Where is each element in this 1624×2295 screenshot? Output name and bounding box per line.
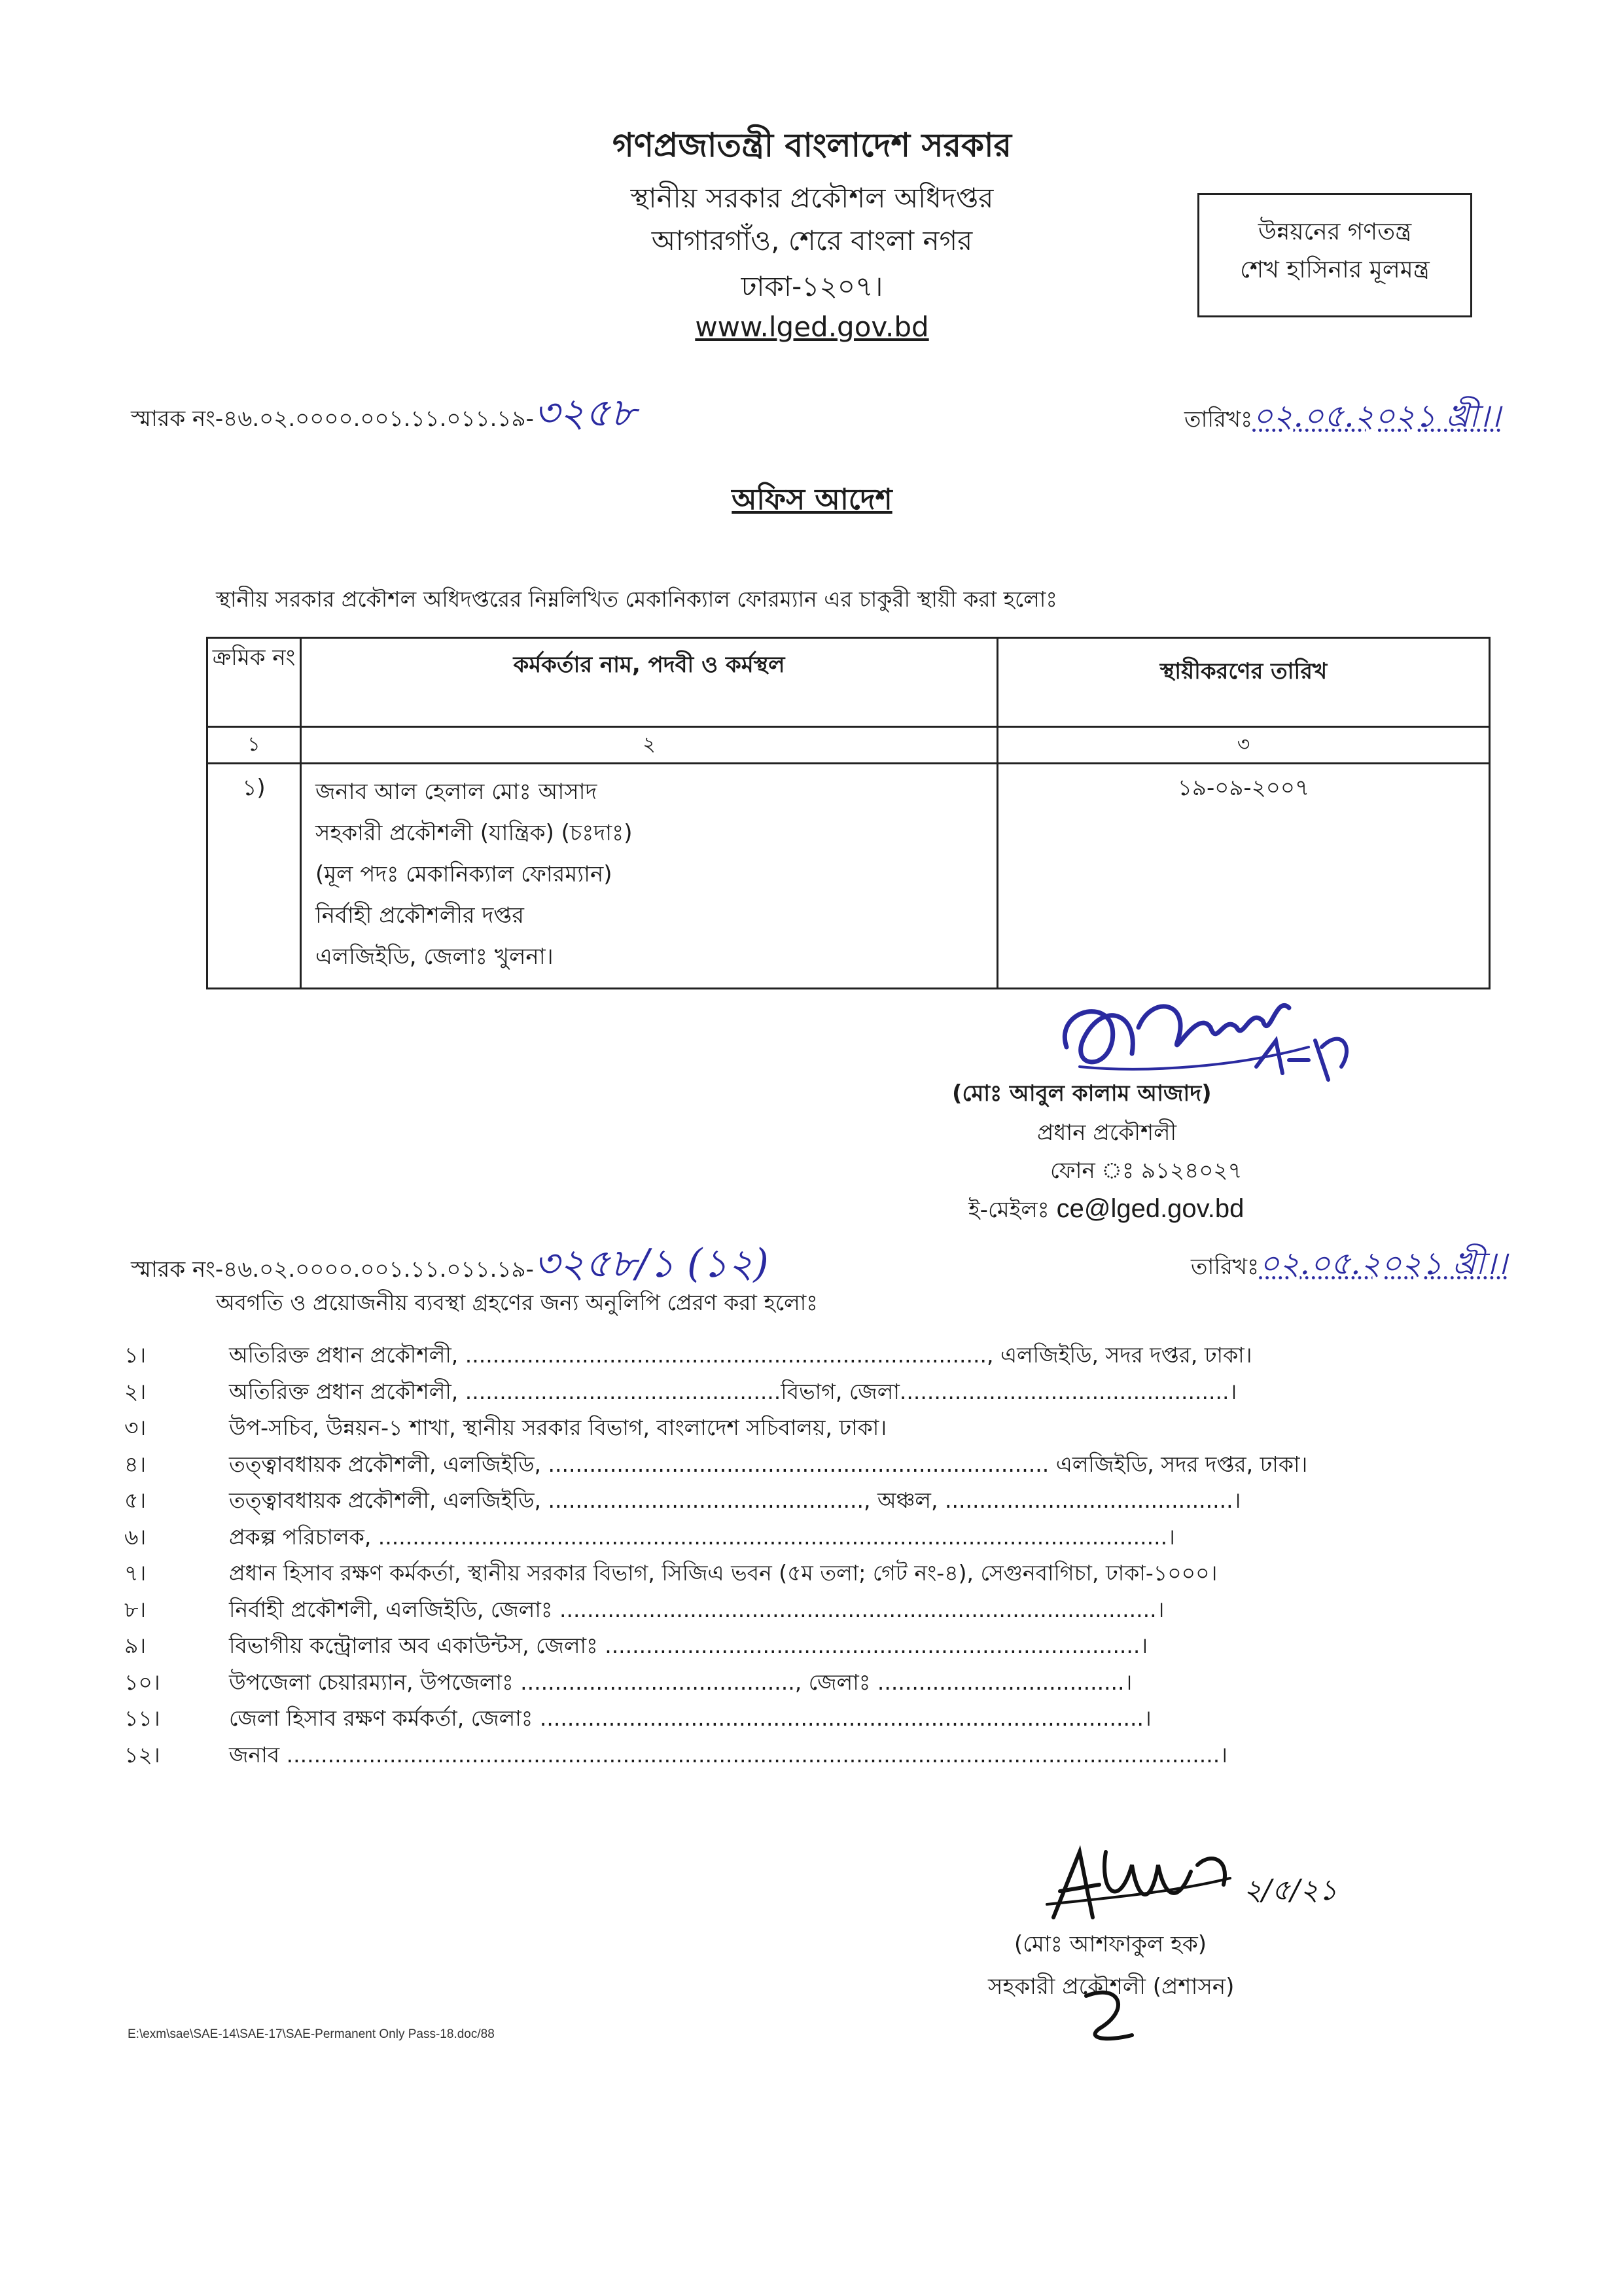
cc-item-number: ১১। xyxy=(124,1705,160,1731)
slogan-line-1: উন্নয়নের গণতন্ত্র xyxy=(1258,219,1412,245)
date-label: তারিখঃ xyxy=(1184,406,1253,433)
city-line: ঢাকা-১২০৭। xyxy=(741,270,883,302)
assistant-signatory-name: (মোঃ আশফাকুল হক) xyxy=(1014,1931,1207,1957)
cc-item-text: অতিরিক্ত প্রধান প্রকৌশলী, ..............................................বিভাগ, জেলা................................................। xyxy=(229,1379,1237,1404)
table-number-row xyxy=(207,727,1490,764)
table-header-row xyxy=(207,638,1490,727)
file-path-footer: E:\exm\sae\SAE-14\SAE-17\SAE-Permanent Only Pass-18.doc/88 xyxy=(128,2027,495,2041)
officer-designation: সহকারী প্রকৌশলী (যান্ত্রিক) (চঃদাঃ) xyxy=(315,820,633,846)
department-name: স্থানীয় সরকার প্রকৌশল অধিদপ্তর xyxy=(630,182,994,214)
row-serial: ১) xyxy=(207,764,301,989)
signatory-email xyxy=(968,1193,1244,1230)
assistant-signatory-designation: সহকারী প্রকৌশলী (প্রশাসন) xyxy=(988,1974,1235,2000)
cc-item-number: ৫। xyxy=(124,1487,147,1513)
cc-item-text: উপ-সচিব, উন্নয়ন-১ শাখা, স্থানীয় সরকার বিভাগ, বাংলাদেশ সচিবালয়, ঢাকা। xyxy=(229,1415,887,1440)
cc-item-number: ৬। xyxy=(124,1524,147,1550)
cc-item-text: জনাব ........................................................................................................................................। xyxy=(229,1742,1228,1768)
header-name: কর্মকর্তার নাম, পদবী ও কর্মস্থল xyxy=(301,638,998,727)
cc-item-number: ৮। xyxy=(124,1597,147,1622)
memo-number-top xyxy=(131,383,636,448)
cc-item-text: জেলা হিসাব রক্ষণ কর্মকর্তা, জেলাঃ ........................................................................................। xyxy=(229,1705,1152,1731)
signatory-name: (মোঃ আবুল কালাম আজাদ) xyxy=(952,1080,1212,1107)
memo-number-handwritten: ৩২৫৮ xyxy=(533,390,636,436)
address-line: আগারগাঁও, শেরে বাংলা নগর xyxy=(651,224,973,257)
cc-item-text: তত্ত্বাবধায়ক প্রকৌশলী, এলজিইডি, ......................................................................... এলজিইডি, সদর দপ্তর, ঢাকা। xyxy=(229,1451,1308,1477)
memo-number-prefix: স্মারক নং-৪৬.০২.০০০০.০০১.১১.০১১.১৯- xyxy=(131,1256,534,1283)
document-title: অফিস আদেশ xyxy=(732,483,892,516)
cc-item-text: প্রকল্প পরিচালক, ...................................................................................................................। xyxy=(229,1524,1175,1550)
cc-item-number: ১২। xyxy=(124,1742,160,1768)
govt-name: গণপ্রজাতন্ত্রী বাংলাদেশ সরকার xyxy=(612,126,1012,164)
signatory-designation: প্রধান প্রকৌশলী xyxy=(1037,1120,1177,1146)
confirmation-table xyxy=(206,637,1491,989)
signatory-phone: ফোন ঃ ৯১২৪০২৭ xyxy=(1050,1158,1243,1184)
cc-item-number: ২। xyxy=(124,1379,147,1404)
cc-item-text: প্রধান হিসাব রক্ষণ কর্মকর্তা, স্থানীয় সরকার বিভাগ, সিজিএ ভবন (৫ম তলা; গেট নং-৪), সেগুনবাগিচা, ঢাকা-১০০০। xyxy=(229,1560,1218,1586)
signature-date-handwritten: ২/৫/২১ xyxy=(1243,1874,1337,1907)
memo-date-top xyxy=(1184,393,1500,444)
email-label: ই-মেইলঃ xyxy=(968,1197,1050,1223)
cc-item-number: ১০। xyxy=(124,1669,160,1695)
col-number: ৩ xyxy=(998,727,1490,764)
initial-mark xyxy=(1060,1976,1152,2055)
cc-item-number: ৭। xyxy=(124,1560,147,1586)
slogan-box xyxy=(1197,193,1472,317)
header-date: স্থায়ীকরণের তারিখ xyxy=(998,638,1490,727)
slogan-line-2: শেখ হাসিনার মূলমন্ত্র xyxy=(1240,257,1430,283)
cc-item-number: ১। xyxy=(124,1342,147,1368)
cc-item-text: অতিরিক্ত প্রধান প্রকৌশলী, ............................................................................, এলজিইডি, সদর দপ্তর, ঢাকা। xyxy=(229,1342,1252,1368)
table-row xyxy=(207,764,1490,989)
col-number: ১ xyxy=(207,727,301,764)
col-number: ২ xyxy=(301,727,998,764)
cc-item-text: উপজেলা চেয়ারম্যান, উপজেলাঃ ........................................, জেলাঃ ....................................। xyxy=(229,1669,1133,1695)
officer-location: এলজিইডি, জেলাঃ খুলনা। xyxy=(315,944,554,970)
officer-name: জনাব আল হেলাল মোঃ আসাদ xyxy=(315,779,597,805)
row-date: ১৯-০৯-২০০৭ xyxy=(998,764,1490,989)
date-handwritten: ০২.০৫.২০২১ খ্রী।। xyxy=(1259,1245,1508,1282)
cc-item-number: ৪। xyxy=(124,1451,147,1477)
memo-number-handwritten: ৩২৫৮/১ (১২) xyxy=(533,1241,769,1287)
memo-number-prefix: স্মারক নং-৪৬.০২.০০০০.০০১.১১.০১১.১৯- xyxy=(131,406,534,432)
officer-office: নির্বাহী প্রকৌশলীর দপ্তর xyxy=(315,902,524,929)
cc-item-number: ৯। xyxy=(124,1633,147,1658)
officer-original-post: (মূল পদঃ মেকানিক্যাল ফোরম্যান) xyxy=(315,861,612,887)
cc-item-text: বিভাগীয় কন্ট্রোলার অব একাউন্টস, জেলাঃ ..............................................................................। xyxy=(229,1633,1148,1658)
website-link[interactable]: www.lged.gov.bd xyxy=(695,311,929,343)
cc-item-number: ৩। xyxy=(124,1415,147,1440)
cc-intro-text: অবগতি ও প্রয়োজনীয় ব্যবস্থা গ্রহণের জন্য অনুলিপি প্রেরণ করা হলোঃ xyxy=(216,1290,818,1315)
header-serial: ক্রমিক নং xyxy=(207,638,301,727)
intro-text: স্থানীয় সরকার প্রকৌশল অধিদপ্তরের নিম্নলিখিত মেকানিক্যাল ফোরম্যান এর চাকুরী স্থায়ী করা হলোঃ xyxy=(216,586,1057,612)
cc-item-text: তত্ত্বাবধায়ক প্রকৌশলী, এলজিইডি, .............................................., অঞ্চল, ..........................................। xyxy=(229,1487,1241,1513)
email-address[interactable]: ce@lged.gov.bd xyxy=(1056,1194,1244,1223)
memo-date-bottom xyxy=(1191,1240,1507,1292)
date-label: তারিখঃ xyxy=(1191,1254,1260,1280)
cc-item-text: নির্বাহী প্রকৌশলী, এলজিইডি, জেলাঃ .......................................................................................। xyxy=(229,1597,1165,1622)
row-details xyxy=(301,764,998,989)
date-handwritten: ০২.০৫.২০২১ খ্রী।। xyxy=(1252,398,1501,435)
